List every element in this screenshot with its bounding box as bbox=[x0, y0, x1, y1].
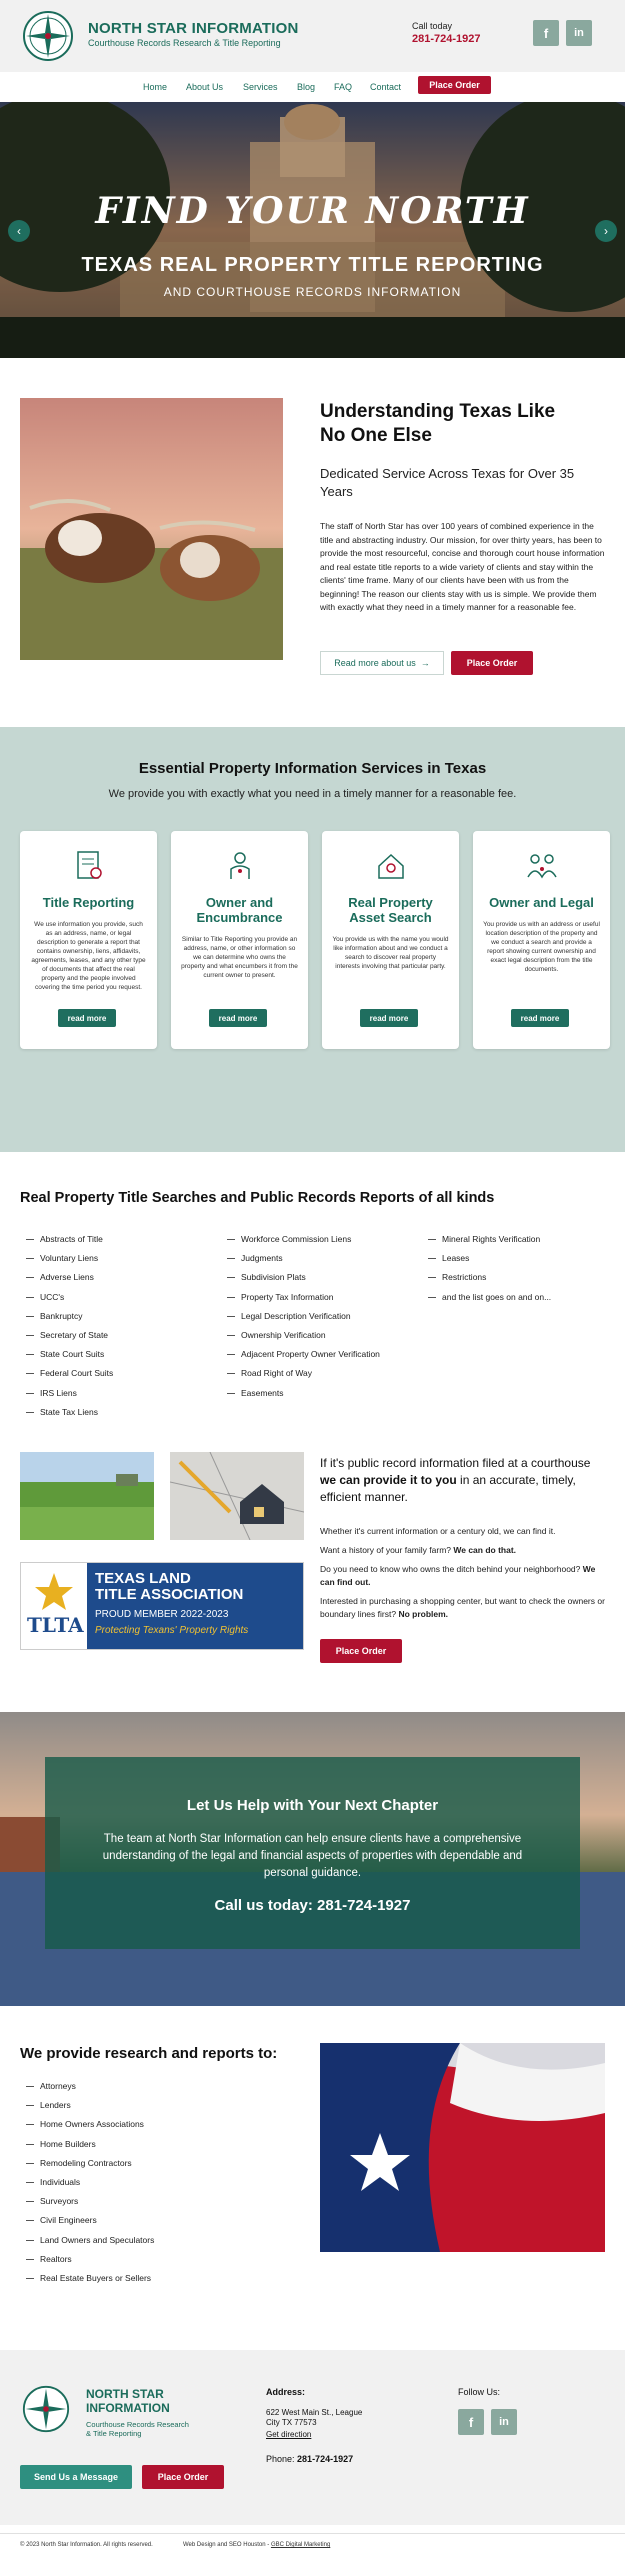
list-item: Legal Description Verification bbox=[221, 1311, 351, 1321]
list-item: Judgments bbox=[221, 1253, 283, 1263]
list-item: Home Builders bbox=[20, 2139, 96, 2149]
nav-faq[interactable]: FAQ bbox=[334, 82, 353, 92]
header-phone[interactable]: 281-724-1927 bbox=[412, 33, 481, 45]
cta-call[interactable]: Call us today: 281-724-1927 bbox=[214, 1897, 411, 1914]
footer-brand-name: NORTH STAR INFORMATION bbox=[86, 2387, 170, 2415]
compass-logo-icon[interactable] bbox=[22, 10, 74, 62]
card-read-more-button[interactable]: read more bbox=[209, 1009, 267, 1027]
list-item: Workforce Commission Liens bbox=[221, 1234, 351, 1244]
services-heading: Essential Property Information Services in Texas bbox=[138, 760, 487, 777]
tlta-panel bbox=[87, 1563, 303, 1649]
card-text: You provide us with an address or useful location description of the property and we conduct a search and provide a report showing current ownership and exact legal description from the title documents. bbox=[483, 921, 600, 973]
read-more-label: Read more about us bbox=[334, 658, 416, 668]
list-item: Attorneys bbox=[20, 2081, 76, 2091]
footer-compass-logo-icon[interactable] bbox=[22, 2385, 70, 2433]
hero-next-arrow[interactable]: › bbox=[595, 220, 617, 242]
nav-place-order-button[interactable]: Place Order bbox=[418, 76, 491, 94]
card-read-more-button[interactable]: read more bbox=[58, 1009, 116, 1027]
cta-heading: Let Us Help with Your Next Chapter bbox=[186, 1797, 439, 1814]
card-title: Owner and Legal bbox=[489, 895, 594, 910]
public-record-q4: Interested in purchasing a shopping center, but want to check the owners or boundary lines first? No problem. bbox=[320, 1596, 605, 1619]
document-search-icon bbox=[72, 849, 106, 883]
clients-heading: We provide research and reports to: bbox=[20, 2045, 278, 2062]
public-record-q3: Do you need to know who owns the ditch behind your neighborhood? We can find out. bbox=[320, 1564, 596, 1587]
about-subheading: Dedicated Service Across Texas for Over 35 Years bbox=[320, 466, 575, 499]
list-item: Easements bbox=[221, 1388, 284, 1398]
list-item: Adjacent Property Owner Verification bbox=[221, 1349, 380, 1359]
hero-subtitle: AND COURTHOUSE RECORDS INFORMATION bbox=[163, 285, 462, 299]
list-item: Real Estate Buyers or Sellers bbox=[20, 2273, 151, 2283]
credit-link[interactable]: GBC Digital Marketing bbox=[270, 2542, 331, 2548]
list-item: Federal Court Suits bbox=[20, 1368, 113, 1378]
list-item: Land Owners and Speculators bbox=[20, 2235, 154, 2245]
list-item: Home Owners Associations bbox=[20, 2119, 144, 2129]
list-item: Realtors bbox=[20, 2254, 72, 2264]
brand-tagline: Courthouse Records Research & Title Reporting bbox=[88, 38, 281, 48]
service-card-asset-search bbox=[322, 831, 459, 1049]
nav-services[interactable]: Services bbox=[243, 82, 278, 92]
hero-prev-arrow[interactable]: ‹ bbox=[8, 220, 30, 242]
public-record-q1: Whether it's current information or a century old, we can find it. bbox=[320, 1526, 556, 1536]
public-record-q2: Want a history of your family farm? We can do that. bbox=[320, 1545, 517, 1555]
list-item: Abstracts of Title bbox=[20, 1234, 103, 1244]
list-item: Remodeling Contractors bbox=[20, 2158, 132, 2168]
tlta-slogan: Protecting Texans' Property Rights bbox=[95, 1625, 249, 1636]
facebook-icon[interactable]: f bbox=[533, 20, 559, 46]
list-item: Voluntary Liens bbox=[20, 1253, 98, 1263]
list-item: Bankruptcy bbox=[20, 1311, 83, 1321]
about-body: The staff of North Star has over 100 years of combined experience in the title and abstracting industry. Our mission, for over thirty years, has been to provide the most resourceful, concise and thorough court house information and real estate title reports to a wide variety of clients and stay within the clients' time frame. Many of our clients have been with us from the beginning! The reason our clients stay with us is simple. We provide them with exactly what they need in a timely manner for a reasonable fee. bbox=[320, 521, 605, 612]
list-item: Ownership Verification bbox=[221, 1330, 326, 1340]
list-item: Secretary of State bbox=[20, 1330, 108, 1340]
farm-field-image bbox=[20, 1452, 154, 1540]
list-item: and the list goes on and on... bbox=[422, 1292, 551, 1302]
list-item: Mineral Rights Verification bbox=[422, 1234, 540, 1244]
list-item: UCC's bbox=[20, 1292, 64, 1302]
cta-body: The team at North Star Information can help ensure clients have a comprehensive understanding of the legal and financial aspects of properties with dependable and personal guidance. bbox=[102, 1833, 523, 1879]
list-item: Property Tax Information bbox=[221, 1292, 333, 1302]
service-card-owner-encumbrance bbox=[171, 831, 308, 1049]
footer-linkedin-icon[interactable]: in bbox=[491, 2409, 517, 2435]
nav-contact[interactable]: Contact bbox=[370, 82, 402, 92]
brand-name: NORTH STAR INFORMATION bbox=[88, 20, 299, 37]
blueprint-house-image bbox=[170, 1452, 304, 1540]
searches-heading: Real Property Title Searches and Public Records Reports of all kinds bbox=[20, 1190, 495, 1206]
arrow-right-icon: → bbox=[420, 658, 430, 668]
people-icon bbox=[223, 849, 257, 883]
tlta-abbr: TLTA bbox=[27, 1613, 84, 1637]
call-label: Call today bbox=[412, 21, 453, 31]
credit: Web Design and SEO Houston - GBC Digital Marketing bbox=[183, 2542, 331, 2548]
address-text: 622 West Main St., League City TX 77573 bbox=[266, 2408, 363, 2427]
nav-blog[interactable]: Blog bbox=[297, 82, 316, 92]
card-read-more-button[interactable]: read more bbox=[360, 1009, 418, 1027]
linkedin-icon[interactable]: in bbox=[566, 20, 592, 46]
list-item: Restrictions bbox=[422, 1272, 486, 1282]
service-card-owner-legal bbox=[473, 831, 610, 1049]
get-direction-link[interactable]: Get direction bbox=[266, 2430, 312, 2439]
about-place-order-button[interactable]: Place Order bbox=[451, 651, 533, 675]
address-label: Address: bbox=[266, 2387, 306, 2397]
tlta-name: TEXAS LAND TITLE ASSOCIATION bbox=[95, 1570, 244, 1603]
texas-flag-image bbox=[320, 2043, 605, 2252]
list-item: IRS Liens bbox=[20, 1388, 77, 1398]
footer-divider bbox=[0, 2533, 625, 2534]
hero-banner bbox=[0, 102, 625, 358]
nav-home[interactable]: Home bbox=[143, 82, 168, 92]
list-item: Adverse Liens bbox=[20, 1272, 94, 1282]
list-item: Surveyors bbox=[20, 2196, 78, 2206]
hero-script-title: FIND YOUR NORTH bbox=[95, 190, 530, 232]
list-item: State Court Suits bbox=[20, 1349, 104, 1359]
public-record-place-order-button[interactable]: Place Order bbox=[320, 1639, 402, 1663]
group-icon bbox=[525, 849, 559, 883]
card-text: We use information you provide, such as an address, name, or legal description to generate a report that contains ownership, liens, affidavits, agreements, leases, and any other type of documents that affect the real property and the people involved covering the time period you request. bbox=[31, 921, 146, 991]
send-message-button[interactable]: Send Us a Message bbox=[20, 2465, 132, 2489]
footer-facebook-icon[interactable]: f bbox=[458, 2409, 484, 2435]
card-text: You provide us with the name you would like information about and we conduct a search to discover real property interests involving that particular party. bbox=[332, 936, 449, 970]
public-record-lead: If it's public record information filed at a courthouse we can provide it to you in an accurate, timely, efficient manner. bbox=[320, 1456, 591, 1504]
service-card-title-reporting bbox=[20, 831, 157, 1049]
list-item: Road Right of Way bbox=[221, 1368, 312, 1378]
follow-label: Follow Us: bbox=[458, 2387, 501, 2397]
services-subheading: We provide you with exactly what you need in a timely manner for a reasonable fee. bbox=[108, 788, 517, 800]
about-heading: Understanding Texas Like No One Else bbox=[320, 401, 556, 446]
list-item: Leases bbox=[422, 1253, 469, 1263]
card-title: Owner and Encumbrance bbox=[196, 895, 283, 925]
longhorn-cattle-image bbox=[20, 398, 283, 660]
list-item: State Tax Liens bbox=[20, 1407, 98, 1417]
house-search-icon bbox=[374, 849, 408, 883]
list-item: Civil Engineers bbox=[20, 2215, 97, 2225]
card-text: Similar to Title Reporting you provide an address, name, or other information so we can determine who owns the property and what encumbers it from the current owner to present. bbox=[181, 936, 298, 979]
card-read-more-button[interactable]: read more bbox=[511, 1009, 569, 1027]
list-item: Individuals bbox=[20, 2177, 80, 2187]
card-title: Title Reporting bbox=[42, 895, 135, 910]
footer-place-order-button[interactable]: Place Order bbox=[142, 2465, 224, 2489]
tlta-badge bbox=[20, 1562, 304, 1650]
list-item: Subdivision Plats bbox=[221, 1272, 306, 1282]
tlta-member: PROUD MEMBER 2022-2023 bbox=[95, 1609, 229, 1620]
nav-about[interactable]: About Us bbox=[186, 82, 224, 92]
footer-phone[interactable]: Phone: 281-724-1927 bbox=[266, 2454, 354, 2464]
footer-tagline: Courthouse Records Research & Title Reporting bbox=[86, 2420, 189, 2438]
cta-panel bbox=[45, 1757, 580, 1949]
hero-title: TEXAS REAL PROPERTY TITLE REPORTING bbox=[81, 254, 544, 276]
card-title: Real Property Asset Search bbox=[348, 895, 433, 925]
list-item: Lenders bbox=[20, 2100, 71, 2110]
copyright: © 2023 North Star Information. All rights reserved. bbox=[20, 2542, 153, 2548]
read-more-about-button[interactable] bbox=[320, 651, 444, 675]
